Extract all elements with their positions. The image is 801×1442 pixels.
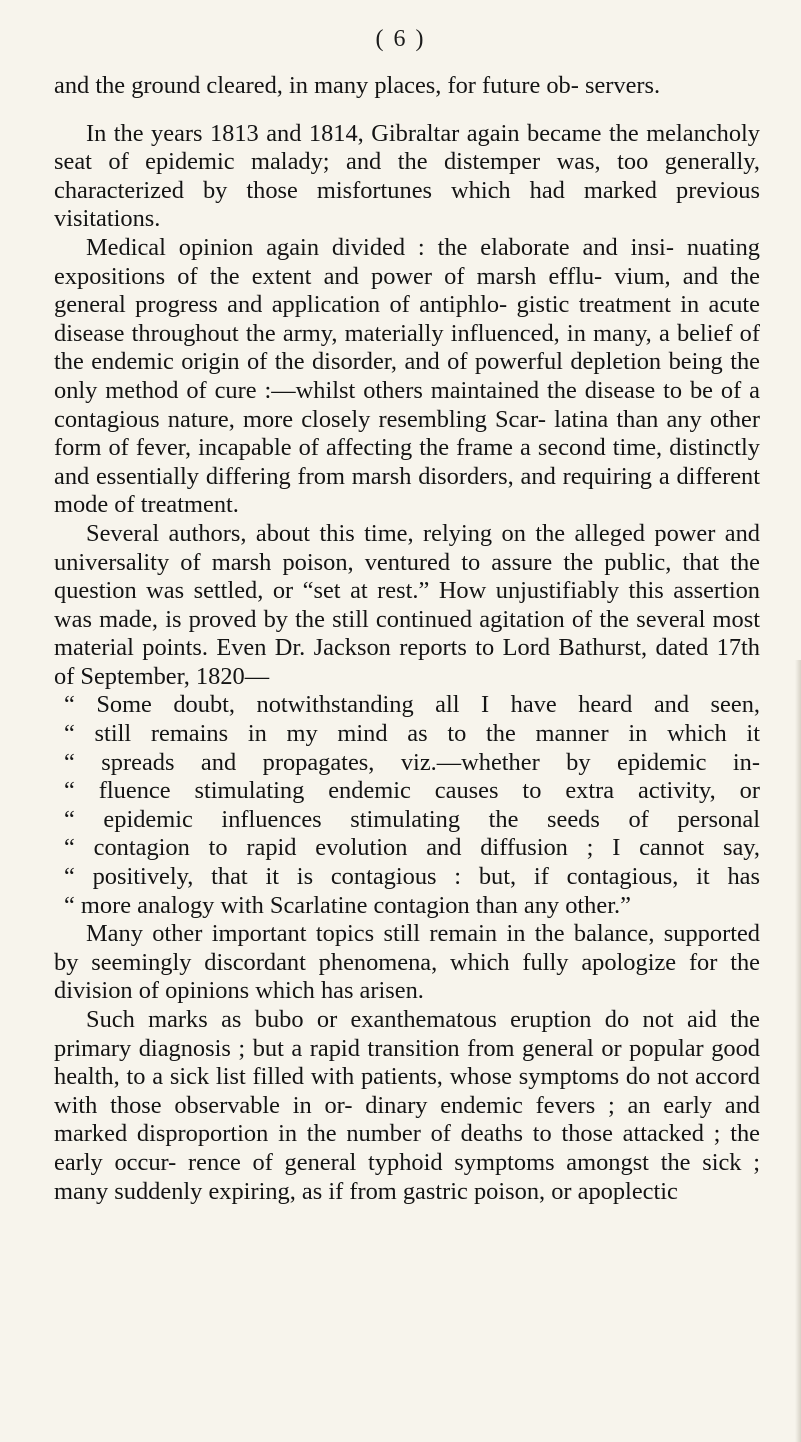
paragraph-several-authors: Several authors, about this time, relying on the alleged power and universality of marsh poison, ventured to assure the public, that the question was settled, or “set at rest.” How unjustifiably this assertion was made, is proved by the still continued agitation of the several most material points. Even Dr. Jackson reports to Lord Bathurst, dated 17th of September, 1820— bbox=[54, 519, 760, 690]
quote-line: “ more analogy with Scarlatine contagion than any other.” bbox=[64, 891, 631, 919]
quote-line: “ contagion to rapid evolution and diffusion ; I cannot say, bbox=[64, 834, 760, 862]
paragraph-continuation: and the ground cleared, in many places, for future ob- servers. bbox=[54, 72, 661, 99]
quote-line: “ fluence stimulating endemic causes to extra activity, or bbox=[64, 777, 760, 805]
page-edge-shadow bbox=[795, 660, 801, 1442]
paragraph-other-topics: Many other important topics still remain in the balance, supported by seemingly discordant phenomena, which fully apologize for the division of opinions which has arisen. bbox=[54, 920, 760, 1005]
body-text bbox=[54, 72, 760, 1206]
quote-line: “ epidemic influences stimulating the seeds of personal bbox=[64, 805, 760, 833]
quote-line: “ positively, that it is contagious : but, if contagious, it has bbox=[64, 863, 760, 891]
paragraph-diagnosis: Such marks as bubo or exanthematous eruption do not aid the primary diagnosis ; but a rapid transition from general or popular good health, to a sick list filled with patients, whose symptoms do not accord with those observable in or- dinary endemic fevers ; an early and marked disproportion in the number of deaths to those attacked ; the early occur- rence of general typhoid symptoms amongst the sick ; many suddenly expiring, as if from gastric poison, or apoplectic bbox=[54, 1006, 760, 1205]
paragraph-gibraltar: In the years 1813 and 1814, Gibraltar again became the melancholy seat of epidemic malady; and the distemper was, too generally, characterized by those misfortunes which had marked previous visitations. bbox=[54, 119, 760, 233]
quote-line: “ spreads and propagates, viz.—whether by epidemic in- bbox=[64, 748, 760, 776]
paragraph-medical-opinion: Medical opinion again divided : the elaborate and insi- nuating expositions of the extent and power of marsh efflu- vium, and the general progress and application of antiphlo- gistic treatment in acute disease throughout the army, materially influenced, in many, a belief of the endemic origin of the disorder, and of powerful depletion being the only method of cure :—whilst others maintained the disease to be of a contagious nature, more closely resembling Scar- latina than any other form of fever, incapable of affecting the frame a second time, distinctly and essentially differing from marsh disorders, and requiring a different mode of treatment. bbox=[54, 233, 760, 519]
quote-line: “ Some doubt, notwithstanding all I have heard and seen, bbox=[64, 691, 760, 719]
paragraph-gap bbox=[54, 101, 760, 120]
quote-line: “ still remains in my mind as to the manner in which it bbox=[64, 720, 760, 748]
jackson-quote bbox=[54, 691, 760, 920]
page-number: ( 6 ) bbox=[375, 26, 426, 52]
